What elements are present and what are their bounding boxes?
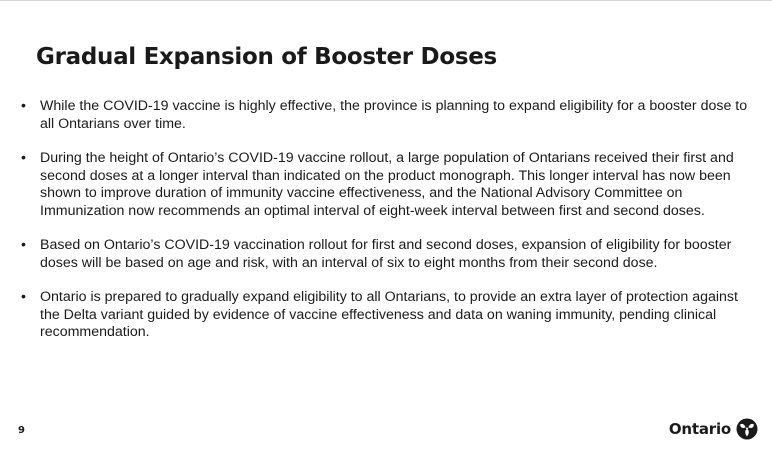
bullet-item xyxy=(21,289,753,342)
bullet-item xyxy=(21,237,753,272)
bullet-item xyxy=(21,98,753,133)
bullet-text: While the COVID-19 vaccine is highly effective, the province is planning to expand eligibility for a booster dose to all Ontarians over time. xyxy=(40,98,748,132)
ontario-logo xyxy=(669,417,758,441)
bullet-dot-icon: • xyxy=(21,98,26,114)
page-number: 9 xyxy=(18,425,25,436)
bullet-list xyxy=(21,98,753,359)
bullet-text: Ontario is prepared to gradually expand eligibility to all Ontarians, to provide an extra layer of protection against the Delta variant guided by evidence of vaccine effectiveness and data on waning immunity, pending clinical recommendation. xyxy=(40,289,738,340)
bullet-text: During the height of Ontario’s COVID-19 vaccine rollout, a large population of Ontarians received their first and second doses at a longer interval than indicated on the product monograph. This longer interval has now been shown to improve duration of immunity vaccine effectiveness, and the National Advisory Committee on Immunization now recommends an optimal interval of eight-week interval between first and second doses. xyxy=(40,150,734,219)
bullet-item xyxy=(21,150,753,220)
bullet-text: Based on Ontario’s COVID-19 vaccination rollout for first and second doses, expansion of eligibility for booster doses will be based on age and risk, with an interval of six to eight months from their second dose. xyxy=(40,237,732,271)
bullet-dot-icon: • xyxy=(21,150,26,166)
top-divider xyxy=(0,0,772,1)
bullet-dot-icon: • xyxy=(21,237,26,253)
bullet-dot-icon: • xyxy=(21,289,26,305)
logo-wordmark: Ontario xyxy=(668,420,731,438)
ontario-trillium-icon xyxy=(736,418,758,440)
slide-title: Gradual Expansion of Booster Doses xyxy=(36,44,497,70)
